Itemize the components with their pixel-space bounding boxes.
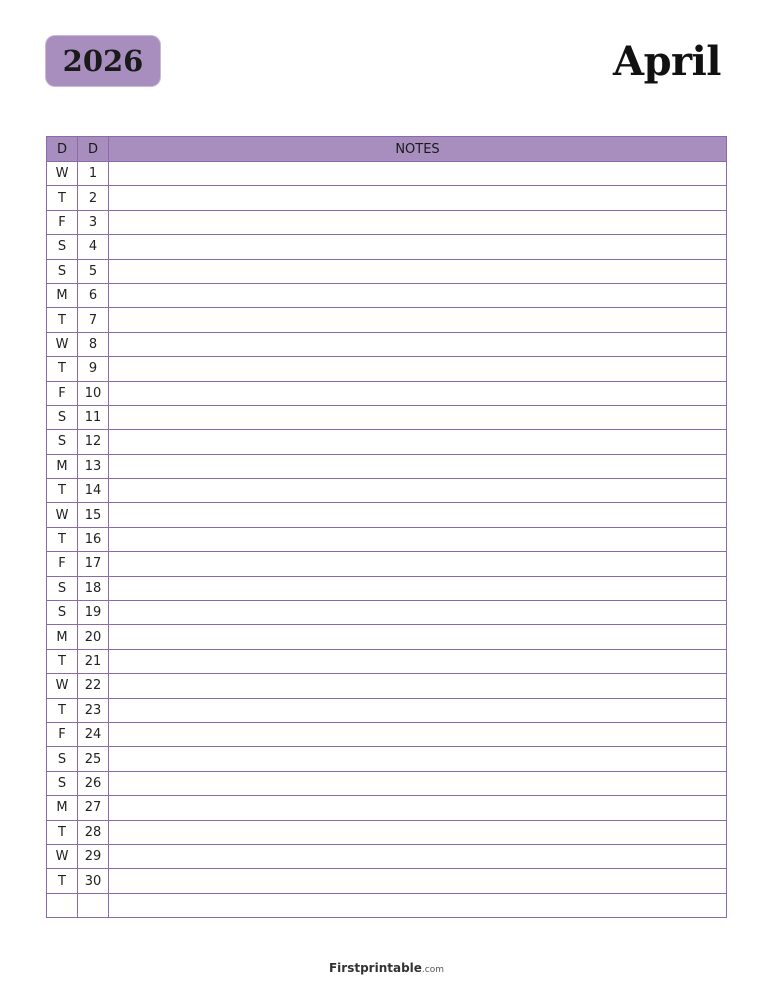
weekday-cell: S (47, 430, 78, 454)
notes-cell[interactable] (109, 186, 727, 210)
table-row (47, 479, 727, 503)
weekday-cell: S (47, 601, 78, 625)
date-cell: 18 (78, 576, 109, 600)
notes-cell[interactable] (109, 649, 727, 673)
weekday-cell: W (47, 332, 78, 356)
table-row (47, 576, 727, 600)
footer-brand: Firstprintable (328, 961, 422, 975)
year-badge (46, 36, 160, 86)
table-row (47, 527, 727, 551)
date-cell: 21 (78, 649, 109, 673)
weekday-cell: T (47, 698, 78, 722)
date-cell: 14 (78, 479, 109, 503)
weekday-cell: S (47, 771, 78, 795)
month-title: April (613, 38, 721, 85)
table-row (47, 405, 727, 429)
table-row (47, 454, 727, 478)
weekday-cell: S (47, 235, 78, 259)
date-cell: 4 (78, 235, 109, 259)
date-cell: 30 (78, 869, 109, 893)
date-cell: 2 (78, 186, 109, 210)
table-row (47, 869, 727, 893)
date-cell: 26 (78, 771, 109, 795)
date-cell (78, 893, 109, 917)
weekday-cell: M (47, 454, 78, 478)
date-cell: 22 (78, 674, 109, 698)
notes-cell[interactable] (109, 796, 727, 820)
weekday-cell: W (47, 674, 78, 698)
notes-cell[interactable] (109, 235, 727, 259)
notes-cell[interactable] (109, 162, 727, 186)
notes-table (46, 136, 727, 918)
notes-cell[interactable] (109, 698, 727, 722)
table-row (47, 674, 727, 698)
weekday-cell: S (47, 747, 78, 771)
notes-cell[interactable] (109, 283, 727, 307)
table-header-row (47, 137, 727, 162)
weekday-cell (47, 893, 78, 917)
table-row (47, 601, 727, 625)
column-header-notes: NOTES (109, 137, 727, 162)
date-cell: 5 (78, 259, 109, 283)
weekday-cell: S (47, 259, 78, 283)
weekday-cell: F (47, 722, 78, 746)
table-row (47, 357, 727, 381)
notes-cell[interactable] (109, 308, 727, 332)
table-row (47, 649, 727, 673)
notes-cell[interactable] (109, 576, 727, 600)
table-row (47, 308, 727, 332)
notes-cell[interactable] (109, 210, 727, 234)
table-row (47, 210, 727, 234)
date-cell: 13 (78, 454, 109, 478)
date-cell: 20 (78, 625, 109, 649)
date-cell: 6 (78, 283, 109, 307)
column-header-date: D (78, 137, 109, 162)
notes-cell[interactable] (109, 722, 727, 746)
notes-cell[interactable] (109, 259, 727, 283)
table-row (47, 771, 727, 795)
notes-cell[interactable] (109, 454, 727, 478)
footer-tld: .com (421, 965, 445, 975)
date-cell: 16 (78, 527, 109, 551)
notes-cell[interactable] (109, 332, 727, 356)
table-row (47, 893, 727, 917)
weekday-cell: T (47, 869, 78, 893)
notes-cell[interactable] (109, 625, 727, 649)
weekday-cell: M (47, 796, 78, 820)
date-cell: 7 (78, 308, 109, 332)
weekday-cell: T (47, 527, 78, 551)
notes-cell[interactable] (109, 674, 727, 698)
weekday-cell: W (47, 162, 78, 186)
weekday-cell: F (47, 552, 78, 576)
date-cell: 29 (78, 844, 109, 868)
table-row (47, 820, 727, 844)
table-row (47, 186, 727, 210)
footer-credit (0, 961, 773, 975)
table-row (47, 552, 727, 576)
date-cell: 12 (78, 430, 109, 454)
weekday-cell: F (47, 381, 78, 405)
date-cell: 28 (78, 820, 109, 844)
date-cell: 17 (78, 552, 109, 576)
table-row (47, 162, 727, 186)
table-row (47, 747, 727, 771)
date-cell: 15 (78, 503, 109, 527)
year-label: 2026 (62, 44, 144, 78)
table-row (47, 844, 727, 868)
notes-cell[interactable] (109, 503, 727, 527)
date-cell: 25 (78, 747, 109, 771)
table-row (47, 332, 727, 356)
notes-cell[interactable] (109, 552, 727, 576)
table-row (47, 698, 727, 722)
notes-cell[interactable] (109, 869, 727, 893)
date-cell: 11 (78, 405, 109, 429)
table-row (47, 625, 727, 649)
notes-cell[interactable] (109, 893, 727, 917)
table-row (47, 503, 727, 527)
notes-table-container (46, 136, 727, 918)
notes-cell[interactable] (109, 747, 727, 771)
date-cell: 8 (78, 332, 109, 356)
weekday-cell: T (47, 186, 78, 210)
weekday-cell: T (47, 308, 78, 332)
date-cell: 27 (78, 796, 109, 820)
table-row (47, 430, 727, 454)
date-cell: 3 (78, 210, 109, 234)
weekday-cell: T (47, 649, 78, 673)
date-cell: 10 (78, 381, 109, 405)
weekday-cell: M (47, 283, 78, 307)
weekday-cell: T (47, 479, 78, 503)
weekday-cell: S (47, 576, 78, 600)
weekday-cell: T (47, 820, 78, 844)
table-row (47, 259, 727, 283)
table-row (47, 235, 727, 259)
table-row (47, 381, 727, 405)
weekday-cell: M (47, 625, 78, 649)
notes-cell[interactable] (109, 479, 727, 503)
notes-cell[interactable] (109, 844, 727, 868)
notes-cell[interactable] (109, 771, 727, 795)
column-header-weekday: D (47, 137, 78, 162)
weekday-cell: W (47, 844, 78, 868)
date-cell: 24 (78, 722, 109, 746)
date-cell: 23 (78, 698, 109, 722)
table-row (47, 796, 727, 820)
date-cell: 9 (78, 357, 109, 381)
table-row (47, 722, 727, 746)
notes-cell[interactable] (109, 357, 727, 381)
weekday-cell: F (47, 210, 78, 234)
date-cell: 1 (78, 162, 109, 186)
date-cell: 19 (78, 601, 109, 625)
weekday-cell: S (47, 405, 78, 429)
notes-cell[interactable] (109, 381, 727, 405)
weekday-cell: T (47, 357, 78, 381)
notes-cell[interactable] (109, 405, 727, 429)
notes-cell[interactable] (109, 820, 727, 844)
notes-cell[interactable] (109, 430, 727, 454)
table-row (47, 283, 727, 307)
notes-cell[interactable] (109, 601, 727, 625)
weekday-cell: W (47, 503, 78, 527)
notes-cell[interactable] (109, 527, 727, 551)
